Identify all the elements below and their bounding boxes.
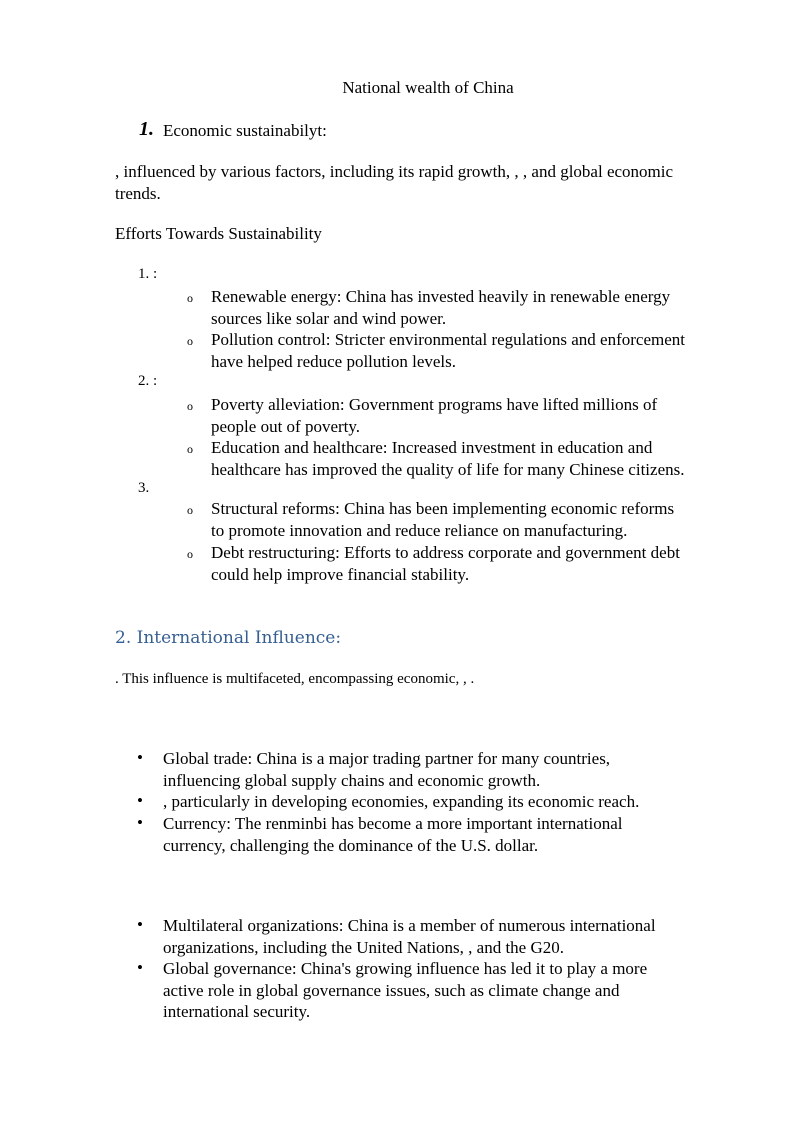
list-item: Global trade: China is a major trading partner for many countries, influencing global supply chains and economic growth. (163, 749, 611, 790)
list-item: Renewable energy: China has invested heavily in renewable energy sources like solar and wind power. (211, 287, 671, 328)
list-item: Debt restructuring: Efforts to address corporate and government debt could help improve financial stability. (211, 543, 680, 584)
list-item: Poverty alleviation: Government programs have lifted millions of people out of poverty. (211, 395, 658, 436)
section2-heading: 2. International Influence: (115, 628, 342, 648)
group-label: 3. (138, 480, 150, 496)
circle-bullet: o (187, 334, 193, 348)
section2-intro: . This influence is multifaceted, encompassing economic, , . (115, 671, 475, 687)
circle-bullet: o (187, 547, 193, 561)
circle-bullet: o (187, 399, 193, 413)
list-item: Global governance: China's growing influence has led it to play a more active role in global governance issues, such as climate change and international security. (163, 959, 648, 1021)
list-item: Pollution control: Stricter environmental regulations and enforcement have helped reduce pollution levels. (211, 330, 685, 371)
group-label: 2. : (138, 373, 158, 389)
circle-bullet: o (187, 442, 193, 456)
document-title: National wealth of China (342, 78, 514, 97)
bullet: • (137, 813, 143, 832)
bullet: • (137, 958, 143, 977)
bullet: • (137, 791, 143, 810)
list-item: Currency: The renminbi has become a more important international currency, challenging the dominance of the U.S. dollar. (163, 814, 623, 855)
list-item: Multilateral organizations: China is a member of numerous international organizations, including the United Nations, , and the G20. (163, 916, 656, 957)
bullet: • (137, 915, 143, 934)
list-item: , particularly in developing economies, expanding its economic reach. (163, 792, 640, 811)
bullet: • (137, 748, 143, 767)
section1-heading: Economic sustainabilyt: (163, 121, 327, 140)
section1-subheading: Efforts Towards Sustainability (115, 224, 322, 243)
section1-number: 1. (139, 118, 154, 140)
list-item: Structural reforms: China has been implementing economic reforms to promote innovation and reduce reliance on manufacturing. (211, 499, 675, 540)
group-label: 1. : (138, 266, 158, 282)
circle-bullet: o (187, 291, 193, 305)
list-item: Education and healthcare: Increased investment in education and healthcare has improved the quality of life for many Chinese citizens. (211, 438, 685, 479)
section1-intro: , influenced by various factors, including its rapid growth, , , and global economic trends. (115, 162, 674, 203)
circle-bullet: o (187, 503, 193, 517)
